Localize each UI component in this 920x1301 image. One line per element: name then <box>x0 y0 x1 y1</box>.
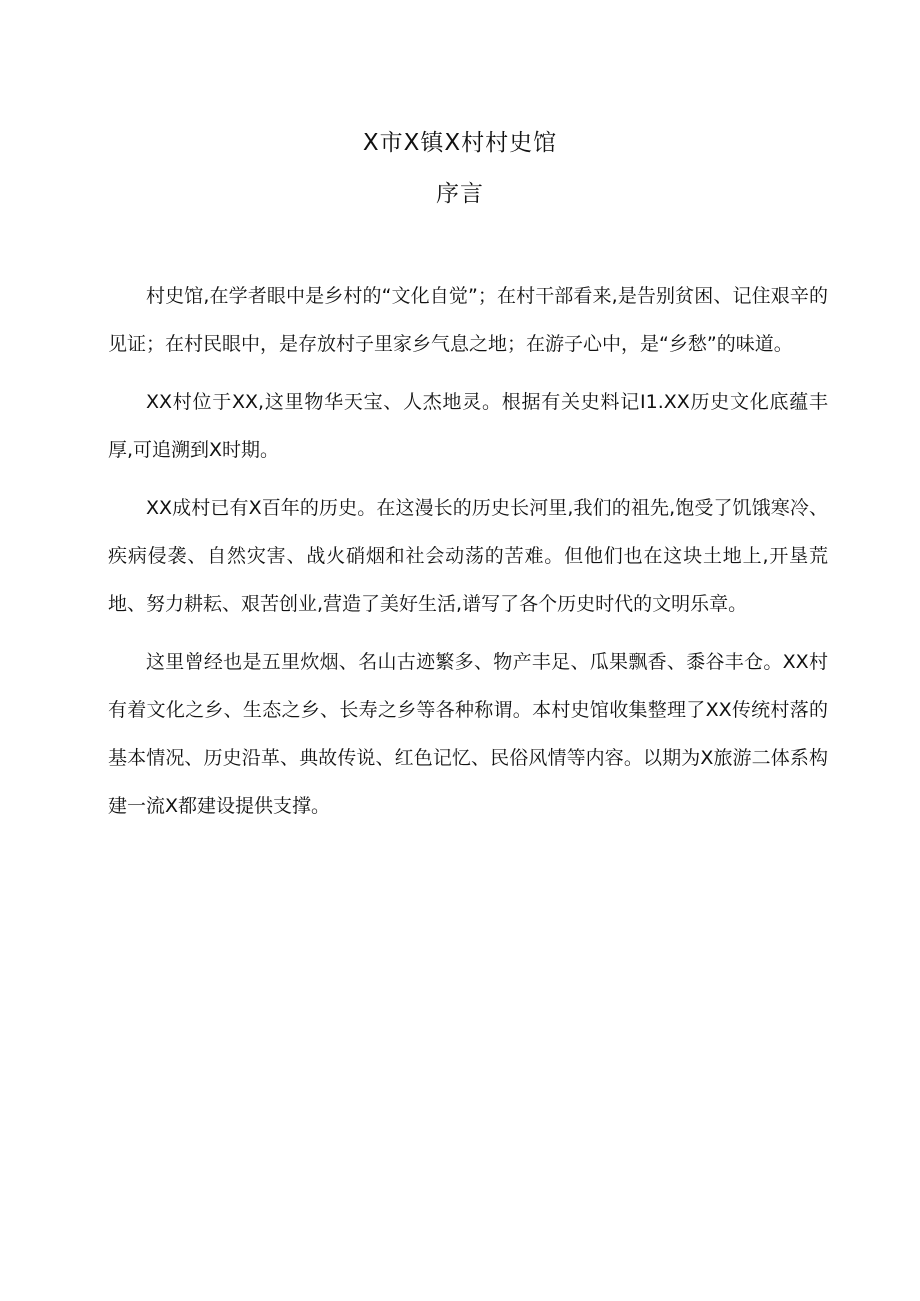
document-title: X市X镇X村村史馆 <box>362 130 558 156</box>
paragraph-history: XX成村已有X百年的历史。在这漫长的历史长河里,我们的祖先,饱受了饥饿寒冷、疾病侵袭、自然灾害、战火硝烟和社会动荡的苦难。但他们也在这块土地上,开垦荒地、努力耕耘、艰苦创业,营造了美好生活,谱写了各个历史时代的文明乐章。 <box>108 497 828 615</box>
paragraph-location: XX村位于XX,这里物华天宝、人杰地灵。根据有关史料记I1.XX历史文化底蕴丰厚,可追溯到X时期。 <box>108 391 828 461</box>
document-subtitle: 序言 <box>436 181 484 207</box>
paragraph-intro: 村史馆,在学者眼中是乡村的“文化自觉”；在村干部看来,是告别贫困、记住艰辛的见证；在村民眼中，是存放村子里家乡气息之地；在游子心中，是“乡愁”的味道。 <box>108 285 828 355</box>
paragraph-culture: 这里曾经也是五里炊烟、名山古迹繁多、物产丰足、瓜果飘香、黍谷丰仓。XX村有着文化之乡、生态之乡、长寿之乡等各种称谓。本村史馆收集整理了XX传统村落的基本情况、历史沿革、典故传说、红色记忆、民俗风情等内容。以期为X旅游二体系构建一流X都建设提供支撑。 <box>108 651 828 817</box>
document-body <box>108 272 828 840</box>
